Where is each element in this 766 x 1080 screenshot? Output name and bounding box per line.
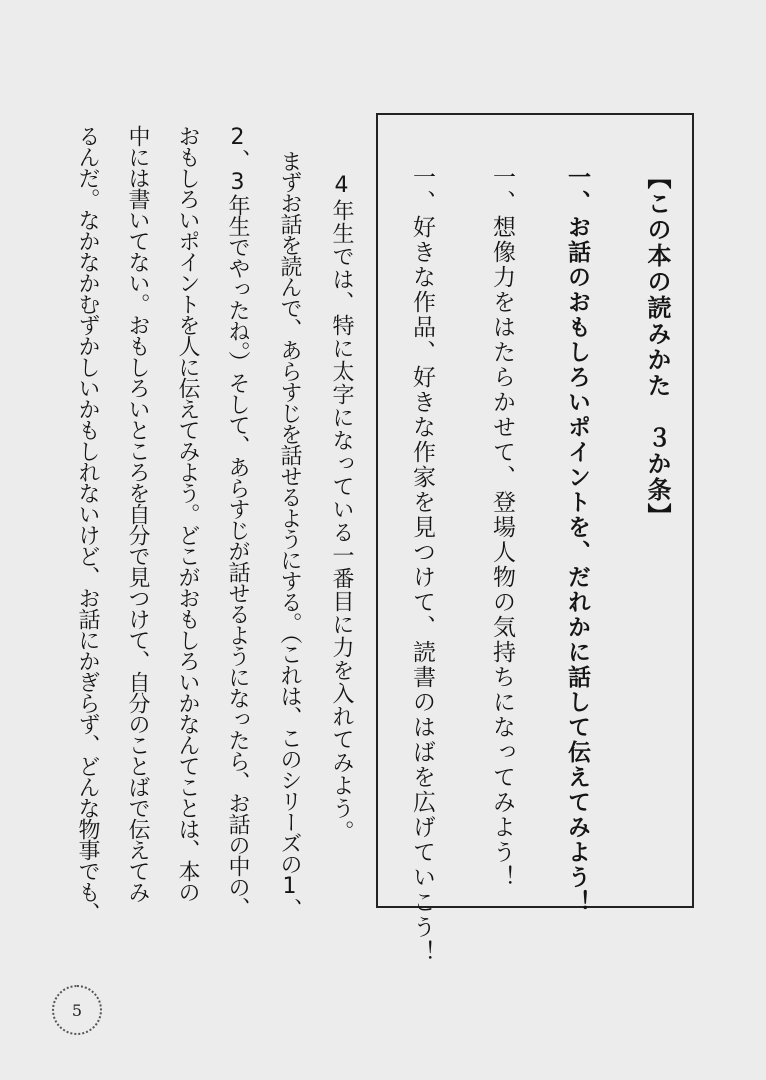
rules-heading: 【この本の読みかた ３か条】	[643, 165, 671, 529]
page-number: 5	[52, 985, 102, 1035]
body-column-1: 4年生では、特に太字になっている一番目に力を入れてみよう。	[329, 150, 354, 843]
rule-item-1: 一、お話のおもしろいポイントを、だれかに話して伝えてみよう！	[564, 165, 590, 915]
body-column-5: 中には書いてない。おもしろいところを自分で見つけて、自分のことばで伝えてみ	[125, 125, 150, 902]
rule-item-3: 一、好きな作品、好きな作家を見つけて、読書のはばを広げていこう！	[409, 165, 435, 965]
body-column-3: 2、3年生でやったね。）そして、あらすじが話せるようになったら、お話の中の、	[225, 125, 250, 918]
body-column-2: まずお話を読んで、あらすじを話せるようにする。（これは、このシリーズの1、	[277, 150, 302, 919]
body-column-4: おもしろいポイントを人に伝えてみよう。どこがおもしろいかなんてことは、本の	[175, 125, 200, 902]
rule-item-2: 一、想像力をはたらかせて、登場人物の気持ちになってみよう！	[489, 165, 515, 890]
body-column-6: るんだ。なかなかむずかしいかもしれないけど、お話にかぎらず、どんな物事でも、	[75, 125, 100, 923]
